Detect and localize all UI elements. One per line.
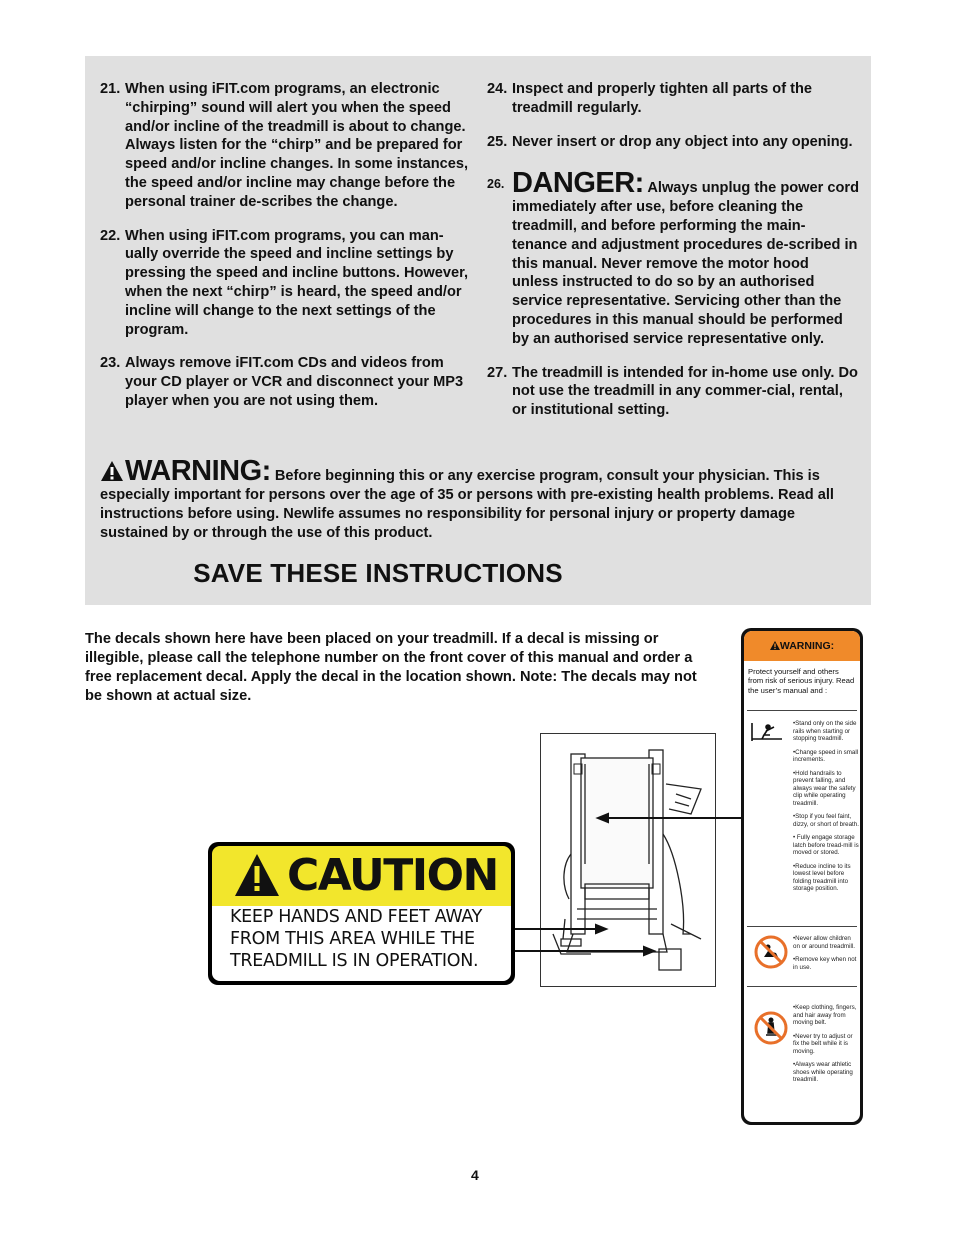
instruction-text: Never insert or drop any object into any opening.	[512, 133, 853, 150]
warning-decal-section1: •Stand only on the side rails when starting or stopping treadmill. •Change speed in small increments. •Hold handrails to prevent falling, and always wear the safety clip while operating treadmill. •Stop if you feel faint, dizzy, or short of breath. • Fully engage storage latch before tread-mill is moved or stored. •Reduce incline to its lowest level before folding treadmill into storage position.	[793, 720, 859, 892]
instruction-item: 22. When using iFIT.com programs, you can man-ually override the speed and incline settings by pressing the speed and incline buttons. However, when the next “chirp” is heard, the speed and/or incline will change to the next settings of the program.	[100, 227, 469, 338]
instruction-text: Inspect and properly tighten all parts of the treadmill regularly.	[512, 81, 813, 116]
divider	[747, 710, 857, 711]
warning-text: Before beginning this or any exercise program, consult your physician. This is especially important for persons over the age of 35 or persons with pre-existing health problems. Read all instructions before using. Newlife assumes no responsibility for personal injury or property damage sustained by or through the use of this product.	[100, 468, 834, 541]
instruction-text: The treadmill is intended for in-home use only. Do not use the treadmill in any commer-cial, rental, or institutional setting.	[512, 364, 858, 419]
page-number: 4	[471, 1167, 479, 1183]
caution-header	[212, 846, 511, 906]
caution-message: KEEP HANDS AND FEET AWAY FROM THIS AREA WHILE THE TREADMILL IS IN OPERATION.	[230, 907, 483, 971]
instruction-text: When using iFIT.com programs, an electronic “chirping” sound will alert you when the speed and/or incline of the treadmill is about to change. Always listen for the “chirp” and be prepared for speed and/or incline changes. In some instances, the speed and/or incline may change before the personal trainer de-scribes the change.	[125, 81, 469, 210]
warning-decal	[741, 628, 863, 1125]
save-instructions-heading: SAVE THESE INSTRUCTIONS	[193, 558, 563, 588]
danger-label: DANGER:	[512, 167, 644, 200]
warning-decal-section3: •Keep clothing, fingers, and hair away from moving belt. •Never try to adjust or fix the belt while it is moving. •Always wear athletic shoes while operating treadmill.	[793, 1004, 857, 1083]
instruction-item: 26. DANGER: Always unplug the power cord immediately after use, before cleaning the treadmill, and before performing the main-tenance and adjustment procedures de-scribed in this manual. Never remove the motor hood unless instructed to do so by an authorised service representative. Servicing other than the procedures in this manual should be performed by an authorised service representative only.	[487, 167, 859, 347]
warning-label: WARNING:	[125, 455, 271, 487]
divider	[747, 986, 857, 987]
warning-decal-intro: Protect yourself and others from risk of serious injury. Read the user’s manual and :	[748, 667, 855, 695]
instruction-text: Always remove iFIT.com CDs and videos from your CD player or VCR and disconnect your MP3 player when you are not using them.	[125, 355, 464, 409]
divider	[747, 926, 857, 927]
caution-body	[212, 906, 511, 981]
instruction-text: Always unplug the power cord immediately after use, before cleaning the treadmill, and before performing the main-tenance and adjustment procedures de-scribed in this manual. Never remove the motor hood unless instructed to do so by an authorised service representative. Servicing other than the procedures in this manual should be performed by an authorised service representative only.	[512, 180, 859, 347]
warning-triangle-icon	[770, 641, 780, 650]
side-rail-stand-icon	[750, 721, 784, 743]
warning-decal-header	[744, 631, 860, 661]
no-children-icon	[754, 935, 788, 969]
decal-intro-text: The decals shown here have been placed on your treadmill. If a decal is missing or illegible, please call the telephone number on the front cover of this manual and order a free replacement decal. Apply the decal in the location shown. Note: The decals may not be shown at actual size.	[85, 631, 697, 704]
warning-decal-title: WARNING:	[779, 640, 835, 652]
caution-triangle-icon	[234, 852, 280, 898]
instruction-text: When using iFIT.com programs, you can man-ually override the speed and incline settings by pressing the speed and incline buttons. However, when the next “chirp” is heard, the speed and/or incline will change to the next settings of the program.	[125, 227, 469, 338]
instruction-item: 24. Inspect and properly tighten all parts of the treadmill regularly.	[487, 81, 813, 116]
keep-clear-of-belt-icon	[754, 1011, 788, 1045]
caution-title: CAUTION	[287, 850, 498, 901]
instruction-item: 23. Always remove iFIT.com CDs and videos from your CD player or VCR and disconnect your MP3 player when you are not using them.	[100, 355, 464, 409]
warning-decal-section2: •Never allow children on or around treadmill. •Remove key when not in use.	[793, 935, 857, 971]
caution-decal	[208, 842, 515, 985]
instruction-item: 21. When using iFIT.com programs, an electronic “chirping” sound will alert you when the speed and/or incline of the treadmill is about to change. Always listen for the “chirp” and be prepared for speed and/or incline changes. In some instances, the speed and/or incline may change before the personal trainer de-scribes the change.	[100, 81, 469, 210]
instruction-item: 27. The treadmill is intended for in-home use only. Do not use the treadmill in any commer-cial, rental, or institutional setting.	[487, 364, 858, 419]
instruction-item: 25. Never insert or drop any object into any opening.	[487, 133, 853, 150]
